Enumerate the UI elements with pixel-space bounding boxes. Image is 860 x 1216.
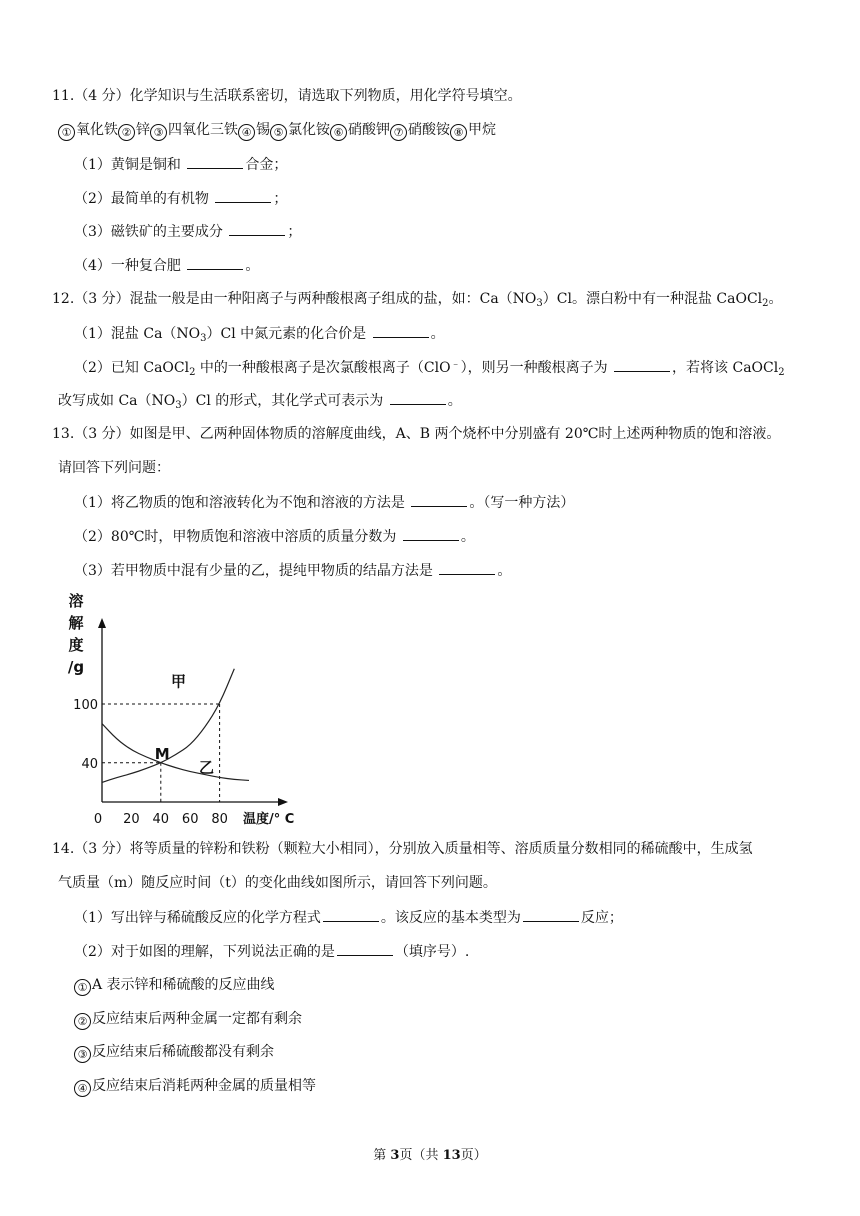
q12-sub2-text-b: 中的一种酸根离子是次氯酸根离子（ClO <box>195 360 451 376</box>
q12-sub1-text-a: （1）混盐 Ca（NO <box>74 326 201 342</box>
q12-sub2-tail: 。 <box>447 393 462 409</box>
intersection-label-m: M <box>154 744 170 763</box>
q11-sub4 <box>74 255 259 276</box>
q14-sub2 <box>74 941 469 962</box>
x-tick-60: 60 <box>181 812 199 827</box>
q11-options <box>58 120 496 141</box>
q12-sub2-blank1[interactable] <box>614 357 670 372</box>
q12-sub2-sub2b: 2 <box>778 367 785 378</box>
q14-sub1-blank2[interactable] <box>523 907 579 922</box>
footer-suffix: 页） <box>460 1148 487 1163</box>
q11-opt8-num: ⑧ <box>450 124 467 141</box>
q13-sub2-blank[interactable] <box>403 526 459 541</box>
series-labels <box>171 672 214 776</box>
q14-opt2-num: ② <box>74 1013 91 1030</box>
q14-option-2 <box>74 1009 302 1030</box>
q14-option-1 <box>74 975 275 996</box>
q13-sub1-tail: 。（写一种方法） <box>469 495 575 511</box>
q11-opt5-num: ⑤ <box>270 124 287 141</box>
q14-sub2-text-a: （2）对于如图的理解，下列说法正确的是 <box>74 944 335 960</box>
y-label-char-1: 解 <box>68 614 84 632</box>
q14-sub1-text-b: 。该反应的基本类型为 <box>380 910 521 926</box>
q11-sub1-tail: 合金； <box>245 157 288 173</box>
q12-sub2-sub2a: 2 <box>189 367 196 378</box>
q12-sub2 <box>74 357 785 378</box>
x-tick-0: 0 <box>93 812 103 827</box>
q11-sub4-blank[interactable] <box>187 255 243 270</box>
x-tick-80: 80 <box>211 812 228 827</box>
q11-sub3-tail: ； <box>287 224 302 240</box>
x-axis-label: 温度/° C <box>243 812 295 827</box>
q12-sub-3: 3 <box>536 298 543 309</box>
x-tick-40: 40 <box>152 812 170 827</box>
q11-sub2 <box>74 188 287 209</box>
q13-sub2 <box>74 526 475 547</box>
y-label-char-2: 度 <box>68 636 84 654</box>
q11-sub3-text: （3）磁铁矿的主要成分 <box>74 224 228 240</box>
y-tick-40: 40 <box>81 756 98 772</box>
series-label-1: 乙 <box>199 758 215 777</box>
q12-sub2-cont <box>58 390 462 411</box>
q14-sub1-tail: 反应； <box>580 910 623 926</box>
q14-opt3-text: 反应结束后稀硫酸都没有剩余 <box>92 1044 274 1060</box>
q14-opt2-text: 反应结束后两种金属一定都有剩余 <box>92 1011 302 1027</box>
q14-header-cont <box>58 873 497 893</box>
y-axis-label <box>68 592 84 676</box>
series-line-1 <box>102 724 249 781</box>
q13-header <box>52 424 780 444</box>
q11-opt4: 锡 <box>256 122 270 138</box>
q14-option-3 <box>74 1042 274 1063</box>
q12-sub2-sub3: 3 <box>175 400 182 411</box>
series-label-0: 甲 <box>171 672 187 691</box>
q14-opt4-text: 反应结束后消耗两种金属的质量相等 <box>92 1078 316 1094</box>
q13-stem-1: （3 分）如图是甲、乙两种固体物质的溶解度曲线，A、B 两个烧杯中分别盛有 20℃时上述两种物质的饱和溶液。 <box>74 426 781 442</box>
q12-sub1-text-b: ）Cl 中氮元素的化合价是 <box>206 326 371 342</box>
y-label-char-3: /g <box>67 658 85 676</box>
q13-sub3-tail: 。 <box>497 563 512 579</box>
q11-opt7: 硝酸铵 <box>408 122 450 138</box>
q12-number: 12. <box>52 291 75 307</box>
footer-page-number: 3 <box>390 1148 400 1163</box>
q14-opt1-num: ① <box>74 979 91 996</box>
q11-opt6-num: ⑥ <box>330 124 347 141</box>
q13-header-cont <box>58 458 170 478</box>
q11-opt5: 氯化铵 <box>288 122 330 138</box>
q13-sub1-text: （1）将乙物质的饱和溶液转化为不饱和溶液的方法是 <box>74 495 410 511</box>
q14-number: 14. <box>52 841 75 857</box>
page-footer <box>0 1144 860 1163</box>
footer-prefix: 第 <box>373 1148 391 1163</box>
q14-stem-2: 气质量（m）随反应时间（t）的变化曲线如图所示，请回答下列问题。 <box>58 875 497 891</box>
q14-opt3-num: ③ <box>74 1046 91 1063</box>
q13-sub3 <box>74 560 511 581</box>
q12-sub2-text-c: ），则另一种酸根离子为 <box>460 360 613 376</box>
q11-sub3-blank[interactable] <box>229 221 285 236</box>
q12-sub1-blank[interactable] <box>373 323 429 338</box>
q14-opt4-num: ④ <box>74 1080 91 1097</box>
x-axis-arrow <box>278 798 288 806</box>
y-label-char-0: 溶 <box>68 592 84 610</box>
q14-stem-1: （3 分）将等质量的锌粉和铁粉（颗粒大小相同），分别放入质量相等、溶质质量分数相同的稀硫酸中，生成氢 <box>74 841 753 857</box>
q13-sub2-tail: 。 <box>460 529 475 545</box>
q11-sub4-tail: 。 <box>245 258 260 274</box>
q11-opt6: 硝酸钾 <box>348 122 390 138</box>
q11-opt8: 甲烷 <box>468 122 496 138</box>
q12-sub1-tail: 。 <box>430 326 445 342</box>
q11-opt3-num: ③ <box>150 124 167 141</box>
q12-header <box>52 289 783 309</box>
q12-sub2-sup: ﹣ <box>450 359 461 370</box>
footer-middle: 页（共 <box>399 1148 443 1163</box>
q11-opt1: 氧化铁 <box>76 122 118 138</box>
q13-sub1 <box>74 492 574 513</box>
q11-sub1-text: （1）黄铜是铜和 <box>74 157 186 173</box>
q12-sub2-text-d: ，若将该 CaOCl <box>672 360 779 376</box>
q11-sub3 <box>74 221 301 242</box>
q11-opt2-num: ② <box>118 124 135 141</box>
q14-sub2-blank[interactable] <box>337 941 393 956</box>
q11-sub2-blank[interactable] <box>215 188 271 203</box>
q11-opt3: 四氧化三铁 <box>168 122 238 138</box>
q12-sub2-text-f: ）Cl 的形式，其化学式可表示为 <box>181 393 388 409</box>
q14-sub1 <box>74 907 623 928</box>
x-tick-20: 20 <box>123 812 140 827</box>
q12-stem-b: ）Cl。漂白粉中有一种混盐 CaOCl <box>542 291 763 307</box>
q11-opt7-num: ⑦ <box>390 124 407 141</box>
q11-opt1-num: ① <box>58 124 75 141</box>
q13-sub3-blank[interactable] <box>439 560 495 575</box>
q12-sub2-blank2[interactable] <box>390 390 446 405</box>
q11-opt4-num: ④ <box>238 124 255 141</box>
q13-stem-2: 请回答下列问题： <box>58 460 170 476</box>
q12-sub-2: 2 <box>762 298 769 309</box>
q14-sub1-blank1[interactable] <box>323 907 379 922</box>
q14-opt1-text: A 表示锌和稀硫酸的反应曲线 <box>92 977 275 993</box>
q14-header <box>52 839 753 859</box>
q12-sub1-sub3: 3 <box>200 333 207 344</box>
q11-sub2-tail: ； <box>273 191 288 207</box>
q14-sub2-tail: （填序号）. <box>394 944 470 960</box>
q11-stem: （4 分）化学知识与生活联系密切，请选取下列物质，用化学符号填空。 <box>74 88 522 104</box>
q13-sub2-text: （2）80℃时，甲物质饱和溶液中溶质的质量分数为 <box>74 529 401 545</box>
q11-sub4-text: （4）一种复合肥 <box>74 258 186 274</box>
q12-stem-a: （3 分）混盐一般是由一种阳离子与两种酸根离子组成的盐，如：Ca（NO <box>74 291 537 307</box>
q11-sub1-blank[interactable] <box>187 154 243 169</box>
q12-sub2-text-a: （2）已知 CaOCl <box>74 360 190 376</box>
footer-total-pages: 13 <box>442 1148 461 1163</box>
q13-number: 13. <box>52 426 75 442</box>
q13-sub1-blank[interactable] <box>411 492 467 507</box>
q11-header <box>52 86 522 106</box>
q11-number: 11. <box>52 88 75 104</box>
q11-opt2: 锌 <box>136 122 150 138</box>
q11-sub1 <box>74 154 287 175</box>
q12-sub2-text-e: 改写成如 Ca（NO <box>58 393 176 409</box>
q14-sub1-text-a: （1）写出锌与稀硫酸反应的化学方程式 <box>74 910 321 926</box>
y-axis-arrow <box>98 618 106 628</box>
q11-sub2-text: （2）最简单的有机物 <box>74 191 214 207</box>
y-tick-100: 100 <box>73 698 98 713</box>
q13-sub3-text: （3）若甲物质中混有少量的乙，提纯甲物质的结晶方法是 <box>74 563 438 579</box>
q12-stem-c: 。 <box>768 291 783 307</box>
q12-sub1 <box>74 323 445 344</box>
solubility-chart <box>60 588 320 836</box>
q14-option-4 <box>74 1076 316 1097</box>
